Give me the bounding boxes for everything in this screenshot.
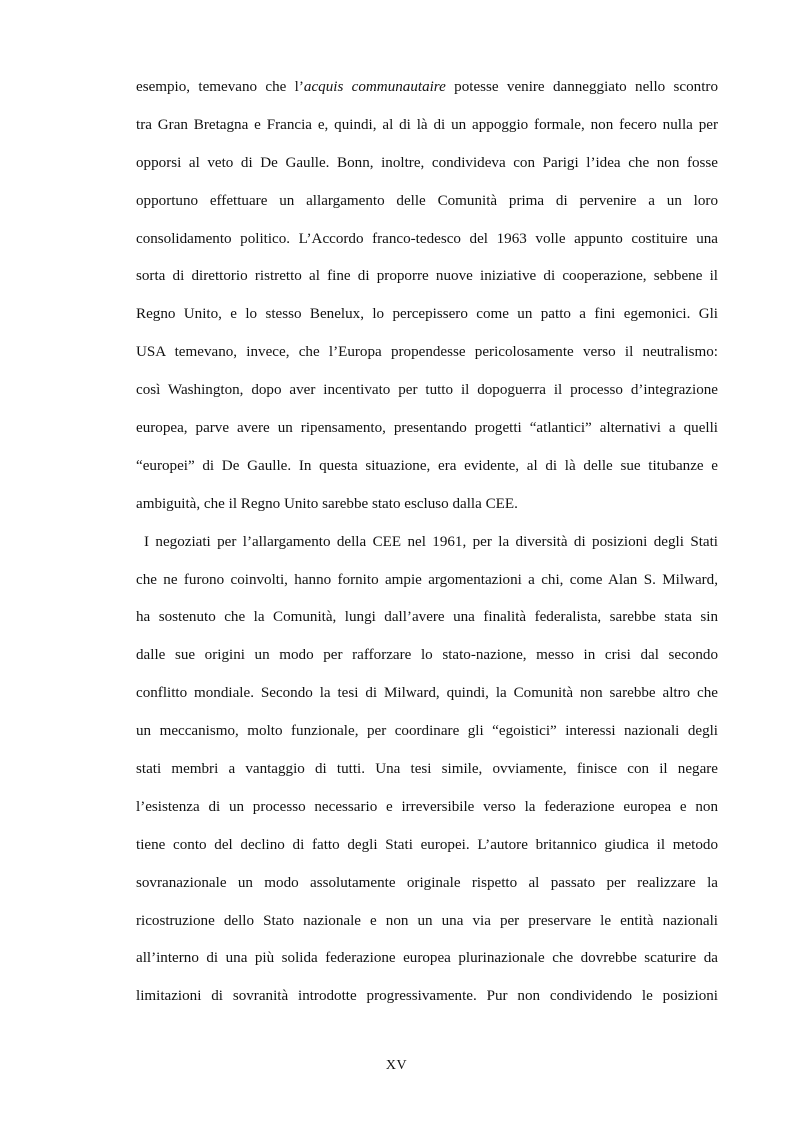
paragraph-end-line: ambiguità, che il Regno Unito sarebbe stato escluso dalla CEE. xyxy=(136,495,518,512)
text-line: ha sostenuto che la Comunità, lungi dall’avere una finalità federalista, sarebbe stata sin xyxy=(136,609,718,626)
text-line: dalle sue origini un modo per rafforzare lo stato-nazione, messo in crisi dal secondo xyxy=(136,647,718,664)
text-line: sovranazionale un modo assolutamente originale rispetto al passato per realizzare la xyxy=(136,874,718,891)
text-line: europea, parve avere un ripensamento, presentando progetti “atlantici” alternativi a quelli xyxy=(136,420,718,437)
text-line: tra Gran Bretagna e Francia e, quindi, al di là di un appoggio formale, non fecero nulla per xyxy=(136,116,718,133)
text-line: limitazioni di sovranità introdotte progressivamente. Pur non condividendo le posizioni xyxy=(136,988,718,1005)
italic-term: acquis communautaire xyxy=(303,79,446,95)
text-line: che ne furono coinvolti, hanno fornito ampie argomentazioni a chi, come Alan S. Milward, xyxy=(136,571,718,588)
text-line: così Washington, dopo aver incentivato per tutto il dopoguerra il processo d’integrazione xyxy=(136,382,718,399)
text-segment: esempio, temevano che l’ xyxy=(136,79,304,95)
text-line: “europei” di De Gaulle. In questa situazione, era evidente, al di là delle sue titubanze e xyxy=(136,457,718,474)
text-line: l’esistenza di un processo necessario e irreversibile verso la federazione europea e non xyxy=(136,798,718,815)
document-body xyxy=(136,71,718,1018)
text-line: ricostruzione dello Stato nazionale e non un una via per preservare le entità nazionali xyxy=(136,912,718,929)
text-line: sorta di direttorio ristretto al fine di proporre nuove iniziative di cooperazione, sebbene il xyxy=(136,268,718,285)
text-line: tiene conto del declino di fatto degli Stati europei. L’autore britannico giudica il metodo xyxy=(136,836,718,853)
text-line: all’interno di una più solida federazione europea plurinazionale che dovrebbe scaturire da xyxy=(136,950,718,967)
text-line: opportuno effettuare un allargamento delle Comunità prima di pervenire a un loro xyxy=(136,192,718,209)
text-line: un meccanismo, molto funzionale, per coordinare gli “egoistici” interessi nazionali degli xyxy=(136,723,718,740)
page-number: XV xyxy=(385,1058,408,1073)
text-line: USA temevano, invece, che l’Europa propendesse pericolosamente verso il neutralismo: xyxy=(136,344,718,361)
text-line xyxy=(136,71,718,109)
text-line: Regno Unito, e lo stesso Benelux, lo percepissero come un patto a fini egemonici. Gli xyxy=(136,306,718,323)
text-segment: potesse venire danneggiato nello scontro xyxy=(445,79,718,95)
text-line: consolidamento politico. L’Accordo franco-tedesco del 1963 volle appunto costituire una xyxy=(136,230,718,247)
paragraph-start-line: I negoziati per l’allargamento della CEE nel 1961, per la diversità di posizioni degli Stati xyxy=(144,533,718,550)
text-line: conflitto mondiale. Secondo la tesi di Milward, quindi, la Comunità non sarebbe altro che xyxy=(136,685,718,702)
text-line: stati membri a vantaggio di tutti. Una tesi simile, ovviamente, finisce con il negare xyxy=(136,761,718,778)
text-line: opporsi al veto di De Gaulle. Bonn, inoltre, condivideva con Parigi l’idea che non fosse xyxy=(136,154,718,171)
